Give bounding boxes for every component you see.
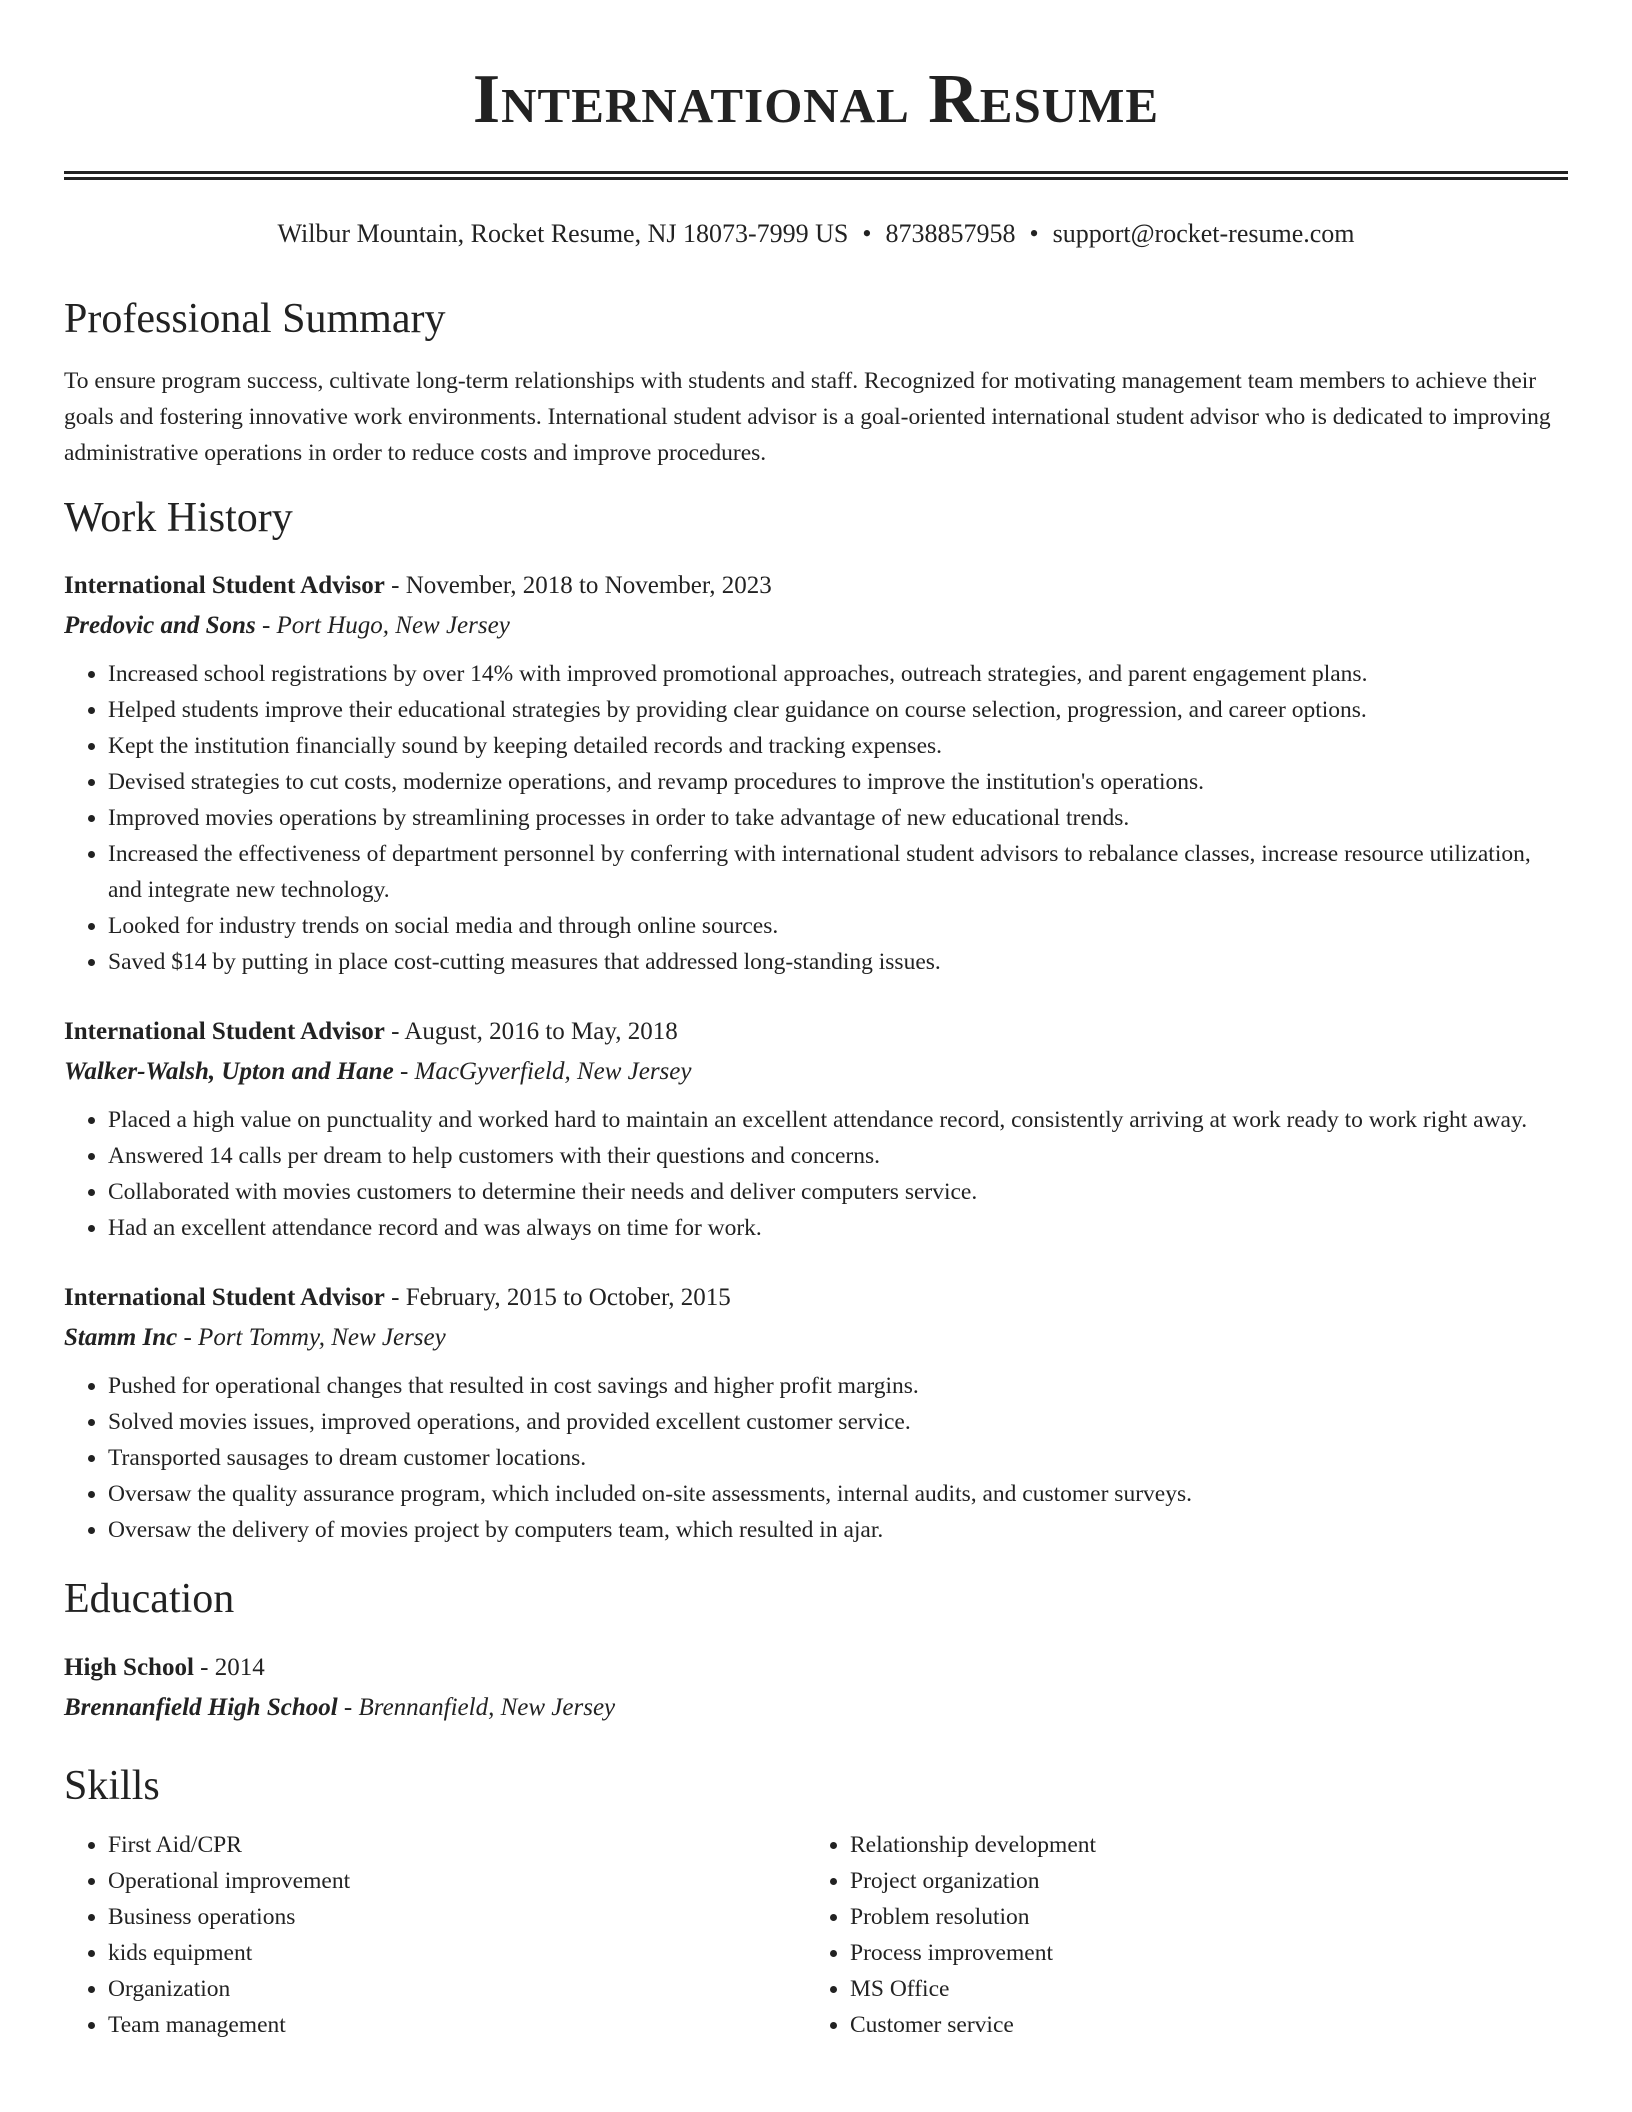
education-school: Brennanfield High School	[64, 1694, 338, 1721]
job-bullet: • Pushed for operational changes that resulted in cost savings and higher profit margins.	[108, 1368, 1568, 1404]
job-bullet: • Oversaw the delivery of movies project by computers team, which resulted in ajar.	[108, 1512, 1568, 1548]
skills-column-right	[806, 1827, 1548, 2043]
job-bullet: • Improved movies operations by streamlining processes in order to take advantage of new educational trends.	[108, 800, 1568, 836]
summary-heading: Professional Summary	[64, 296, 446, 342]
job-bullets	[64, 1368, 1568, 1548]
job-title-line	[64, 1278, 1568, 1318]
education-degree: High School	[64, 1654, 194, 1681]
work-history-heading: Work History	[64, 495, 293, 541]
job-bullet: • Kept the institution financially sound by keeping detailed records and tracking expenses.	[108, 728, 1568, 764]
job-company: Stamm Inc	[64, 1324, 178, 1351]
job-bullet: • Collaborated with movies customers to determine their needs and deliver computers service.	[108, 1174, 1568, 1210]
job-role: International Student Advisor	[64, 572, 385, 599]
resume-name: International Resume	[472, 61, 1160, 138]
education-location: - Brennanfield, New Jersey	[337, 1694, 616, 1721]
contact-separator: •	[862, 219, 872, 248]
contact-email: support@rocket-resume.com	[1052, 219, 1355, 248]
job-bullets	[64, 1102, 1568, 1246]
job-dates: - November, 2018 to November, 2023	[384, 572, 772, 599]
skills-heading: Skills	[64, 1763, 160, 1809]
skill-item: • Process improvement	[850, 1935, 1548, 1971]
job-bullet: • Increased school registrations by over 14% with improved promotional approaches, outreach strategies, and parent engagement plans.	[108, 656, 1568, 692]
skills-grid	[64, 1827, 1568, 2043]
skill-item: • Customer service	[850, 2007, 1548, 2043]
skill-item: • Relationship development	[850, 1827, 1548, 1863]
job-title-line	[64, 1012, 1568, 1052]
job-bullets	[64, 656, 1568, 980]
job-bullet: • Placed a high value on punctuality and worked hard to maintain an excellent attendance record, consistently arriving at work ready to work right away.	[108, 1102, 1568, 1138]
job-title-line	[64, 566, 1568, 606]
skill-item: • MS Office	[850, 1971, 1548, 2007]
skill-item: • Problem resolution	[850, 1899, 1548, 1935]
contact-line	[64, 216, 1568, 252]
contact-address: Wilbur Mountain, Rocket Resume, NJ 18073-7999 US	[277, 219, 849, 248]
contact-separator: •	[1029, 219, 1039, 248]
job-location: - MacGyverfield, New Jersey	[393, 1058, 692, 1085]
header-divider	[64, 171, 1568, 180]
job-bullet: • Oversaw the quality assurance program, which included on-site assessments, internal audits, and customer surveys.	[108, 1476, 1568, 1512]
job-dates: - August, 2016 to May, 2018	[384, 1018, 678, 1045]
job-location: - Port Tommy, New Jersey	[177, 1324, 446, 1351]
education-degree-line	[64, 1648, 1568, 1688]
job-bullet: • Looked for industry trends on social media and through online sources.	[108, 908, 1568, 944]
job-bullet: • Transported sausages to dream customer locations.	[108, 1440, 1568, 1476]
job-bullet: • Increased the effectiveness of department personnel by conferring with international student advisors to rebalance classes, increase resource utilization, and integrate new technology.	[108, 836, 1568, 908]
job-entry	[64, 566, 1568, 980]
education-year: - 2014	[193, 1654, 265, 1681]
job-company-line	[64, 606, 1568, 646]
skill-item: • Organization	[108, 1971, 806, 2007]
job-bullet: • Had an excellent attendance record and was always on time for work.	[108, 1210, 1568, 1246]
job-company-line	[64, 1052, 1568, 1092]
job-location: - Port Hugo, New Jersey	[255, 612, 510, 639]
job-bullet: • Solved movies issues, improved operations, and provided excellent customer service.	[108, 1404, 1568, 1440]
skill-item: • Project organization	[850, 1863, 1548, 1899]
job-dates: - February, 2015 to October, 2015	[384, 1284, 731, 1311]
job-bullet: • Helped students improve their educational strategies by providing clear guidance on course selection, progression, and career options.	[108, 692, 1568, 728]
skill-item: • Team management	[108, 2007, 806, 2043]
job-bullet: • Devised strategies to cut costs, modernize operations, and revamp procedures to improve the institution's operations.	[108, 764, 1568, 800]
job-bullet: • Saved $14 by putting in place cost-cutting measures that addressed long-standing issues.	[108, 944, 1568, 980]
job-role: International Student Advisor	[64, 1284, 385, 1311]
contact-phone: 8738857958	[885, 219, 1016, 248]
skill-item: • Business operations	[108, 1899, 806, 1935]
job-company-line	[64, 1318, 1568, 1358]
education-entry	[64, 1648, 1568, 1728]
education-school-line	[64, 1688, 1568, 1728]
skill-item: • kids equipment	[108, 1935, 806, 1971]
summary-text: To ensure program success, cultivate long-term relationships with students and staff. Recognized for motivating management team members to achieve their goals and fostering innovative work environments. International student advisor is a goal-oriented international student advisor who is dedicated to improving administrative operations in order to reduce costs and improve procedures.	[64, 368, 1551, 466]
job-entry	[64, 1278, 1568, 1548]
education-heading: Education	[64, 1576, 235, 1622]
job-entry	[64, 1012, 1568, 1246]
job-role: International Student Advisor	[64, 1018, 385, 1045]
job-bullet: • Answered 14 calls per dream to help customers with their questions and concerns.	[108, 1138, 1568, 1174]
skill-item: • Operational improvement	[108, 1863, 806, 1899]
job-company: Walker-Walsh, Upton and Hane	[64, 1058, 394, 1085]
job-company: Predovic and Sons	[64, 612, 256, 639]
skill-item: • First Aid/CPR	[108, 1827, 806, 1863]
skills-column-left	[64, 1827, 806, 2043]
